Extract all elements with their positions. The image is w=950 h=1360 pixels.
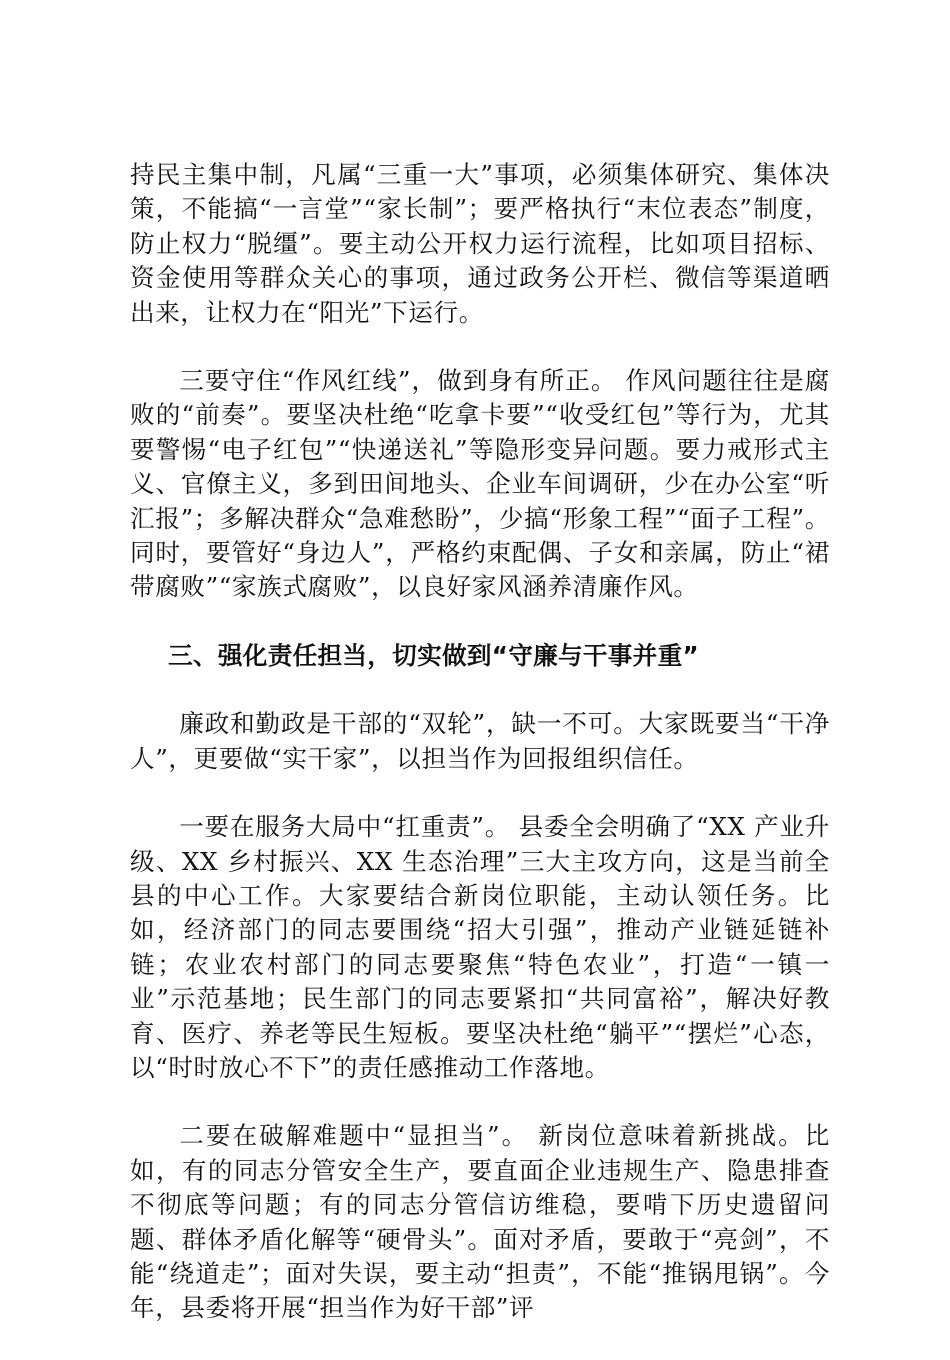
paragraph-intro: 廉政和勤政是干部的“双轮”，缺一不可。大家既要当“干净人”，更要做“实干家”，以担当作为回报组织信任。 — [130, 709, 830, 773]
paragraph-first-point: 一要在服务大局中“扛重责”。 县委全会明确了“XX 产业升级、XX 乡村振兴、XX 生态治理”三大主攻方向，这是当前全县的中心工作。大家要结合新岗位职能，主动认领任务。比如，经济部门的同志要围绕“招大引强”，推动产业链延链补链；农业农村部门的同志要聚焦“特色农业”，打造“一镇一业”示范基地；民生部门的同志要紧扣“共同富裕”，解决好教育、医疗、养老等民生短板。要坚决杜绝“躺平”“摆烂”心态，以“时时放心不下”的责任感推动工作落地。 — [130, 812, 830, 1082]
paragraph-continuation: 持民主集中制，凡属“三重一大”事项，必须集体研究、集体决策，不能搞“一言堂”“家长制”；要严格执行“末位表态”制度，防止权力“脱缰”。要主动公开权力运行流程，比如项目招标、资金使用等群众关心的事项，通过政务公开栏、微信等渠道晒出来，让权力在“阳光”下运行。 — [130, 160, 830, 327]
section-heading: 三、强化责任担当，切实做到“守廉与干事并重” — [168, 640, 699, 670]
document-page — [130, 158, 830, 1360]
paragraph-second-point: 二要在破解难题中“显担当”。 新岗位意味着新挑战。比如，有的同志分管安全生产，要直面企业违规生产、隐患排查不彻底等问题；有的同志分管信访维稳，要啃下历史遗留问题、群体矛盾化解等“硬骨头”。面对矛盾，要敢于“亮剑”，不能“绕道走”；面对失误，要主动“担责”，不能“推锅甩锅”。今年，县委将开展“担当作为好干部”评 — [130, 1121, 830, 1323]
paragraph-work-style: 三要守住“作风红线”，做到身有所正。 作风问题往往是腐败的“前奏”。要坚决杜绝“吃拿卡要”“收受红包”等行为，尤其要警惕“电子红包”“快递送礼”等隐形变异问题。要力戒形式主义、官僚主义，多到田间地头、企业车间调研，少在办公室“听汇报”；多解决群众“急难愁盼”，少搞“形象工程”“面子工程”。同时，要管好“身边人”，严格约束配偶、子女和亲属，防止“裙带腐败”“家族式腐败”，以良好家风涵养清廉作风。 — [130, 366, 830, 602]
